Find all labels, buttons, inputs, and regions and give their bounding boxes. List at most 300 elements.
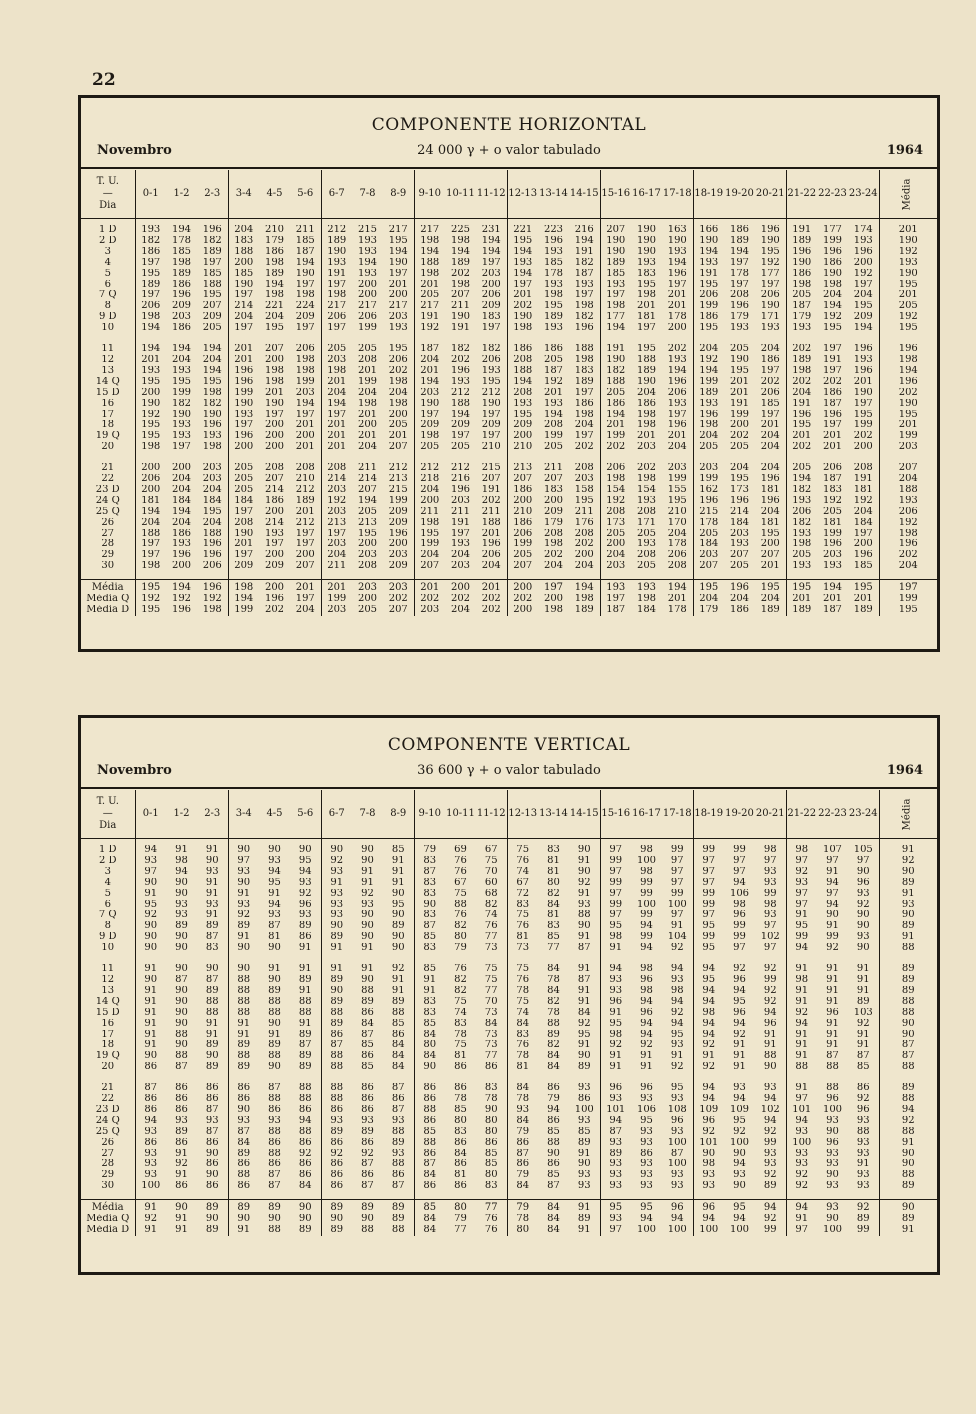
hourly-value: 87	[205, 1126, 219, 1137]
hourly-value: 196	[853, 550, 873, 561]
hourly-value: 186	[171, 528, 192, 539]
hourly-value: 206	[202, 561, 222, 572]
hourly-value: 86	[361, 1170, 374, 1181]
hourly-value: 182	[481, 344, 501, 355]
hourly-value: 95	[693, 921, 724, 932]
day-label: 26	[101, 517, 115, 528]
hourly-value: 200	[357, 290, 378, 301]
hourly-value: 91	[600, 1008, 631, 1019]
hourly-value: 78	[507, 1094, 538, 1105]
hourly-value: 196	[853, 246, 873, 257]
hour-column-header: 22-23	[817, 790, 848, 839]
hourly-value: 91	[298, 985, 312, 996]
hourly-value: 85	[414, 932, 445, 943]
hour-column-header: 17-18	[662, 170, 693, 219]
hourly-value: 210	[667, 506, 687, 517]
day-label: 11	[101, 964, 115, 975]
hourly-value: 196	[729, 301, 750, 312]
hourly-value: 200	[264, 420, 285, 431]
hourly-value: 209	[507, 420, 538, 431]
hourly-value: 186	[507, 344, 538, 355]
hourly-value: 95	[391, 899, 405, 910]
hourly-value: 215	[693, 507, 724, 518]
daily-mean: 203	[879, 442, 937, 453]
hourly-value: 90	[205, 1214, 219, 1225]
hourly-value: 191	[786, 225, 817, 236]
hourly-value: 91	[205, 888, 219, 899]
day-label: 11	[101, 344, 115, 355]
hourly-value: 91	[569, 1200, 600, 1214]
hourly-value: 189	[600, 258, 631, 269]
hourly-value: 213	[388, 474, 408, 485]
hourly-value: 88	[321, 1094, 352, 1105]
hourly-value: 79	[454, 1214, 467, 1225]
hourly-value: 77	[547, 943, 560, 954]
hourly-value: 89	[205, 1062, 219, 1073]
day-label: 12	[101, 974, 115, 985]
hourly-value: 86	[640, 1148, 653, 1159]
hourly-value: 193	[631, 580, 662, 594]
hourly-value: 198	[388, 398, 408, 409]
hourly-value: 97	[733, 866, 746, 877]
hourly-value: 207	[543, 474, 564, 485]
hourly-value: 206	[135, 301, 166, 312]
table-row	[81, 964, 937, 975]
hourly-value: 211	[295, 225, 315, 235]
hourly-value: 212	[450, 463, 471, 474]
hourly-value: 197	[388, 268, 408, 279]
hourly-value: 97	[733, 855, 746, 866]
hourly-value: 216	[450, 474, 471, 485]
hourly-value: 198	[264, 365, 285, 376]
hourly-value: 204	[171, 354, 192, 365]
daily-mean: 89	[879, 921, 937, 932]
daily-mean: 192	[879, 518, 937, 529]
hourly-value: 94	[826, 899, 839, 910]
day-label: 30	[101, 1181, 115, 1192]
hourly-value: 91	[640, 1051, 653, 1062]
table-row	[81, 561, 937, 572]
hourly-value: 195	[667, 495, 687, 506]
hourly-value: 91	[640, 1062, 653, 1073]
hourly-value: 86	[135, 1105, 166, 1116]
hourly-value: 208	[853, 463, 873, 474]
table-row	[81, 269, 937, 280]
hourly-value: 197	[295, 409, 315, 420]
hourly-value: 202	[786, 442, 817, 453]
hourly-value: 200	[264, 506, 285, 517]
hourly-value: 86	[228, 1159, 259, 1170]
hourly-value: 194	[202, 344, 222, 355]
hourly-value: 207	[693, 561, 724, 572]
hourly-value: 196	[202, 225, 222, 235]
hourly-value: 95	[733, 1115, 746, 1126]
hourly-value: 197	[853, 528, 873, 539]
hourly-value: 203	[693, 463, 724, 474]
hourly-value: 94	[175, 866, 188, 877]
daily-mean: 88	[879, 943, 937, 954]
hourly-value: 201	[414, 580, 445, 594]
hourly-value: 86	[205, 1181, 219, 1192]
hourly-value: 202	[667, 344, 687, 355]
hourly-value: 91	[175, 1148, 188, 1159]
hourly-value: 86	[175, 1104, 188, 1115]
hourly-value: 205	[729, 561, 750, 572]
hourly-value: 200	[357, 594, 378, 605]
daily-mean: 201	[879, 290, 937, 301]
hourly-value: 178	[693, 518, 724, 529]
hourly-value: 186	[574, 398, 594, 409]
hourly-value: 88	[298, 996, 312, 1007]
hour-column-header: 5-6	[290, 790, 321, 839]
table-row	[81, 1116, 937, 1127]
daily-mean: 89	[879, 878, 937, 889]
hourly-value: 192	[543, 376, 564, 387]
hourly-value: 93	[600, 1214, 631, 1225]
table-row	[81, 377, 937, 388]
hourly-value: 193	[574, 279, 594, 290]
hourly-value: 193	[357, 268, 378, 279]
hourly-value: 93	[600, 1170, 631, 1181]
hourly-value: 94	[786, 1019, 817, 1030]
hourly-value: 88	[268, 1148, 281, 1159]
hourly-value: 93	[135, 1159, 166, 1170]
hourly-value: 195	[693, 280, 724, 291]
hourly-value: 93	[175, 910, 188, 921]
daily-mean: 91	[879, 1138, 937, 1149]
hourly-value: 86	[454, 1159, 467, 1170]
hourly-value: 85	[856, 1062, 870, 1073]
table-row	[81, 280, 937, 291]
hourly-value: 171	[760, 312, 780, 323]
hourly-value: 91	[228, 889, 259, 900]
hourly-value: 88	[826, 1062, 839, 1073]
hourly-value: 194	[574, 235, 594, 246]
hourly-value: 205	[228, 485, 259, 496]
hourly-value: 100	[667, 1225, 687, 1235]
hourly-value: 200	[357, 420, 378, 431]
hourly-value: 195	[414, 529, 445, 540]
hourly-value: 186	[729, 605, 750, 615]
hourly-value: 187	[822, 474, 843, 485]
hourly-value: 91	[135, 997, 166, 1008]
hourly-value: 204	[202, 517, 222, 528]
hourly-value: 179	[264, 235, 285, 246]
hourly-value: 87	[856, 1051, 870, 1062]
hourly-value: 190	[693, 236, 724, 247]
table-row	[81, 355, 937, 366]
hourly-value: 190	[636, 235, 657, 246]
horizontal-component-panel	[78, 95, 940, 652]
hourly-value: 87	[361, 1159, 374, 1170]
hourly-value: 198	[295, 290, 315, 301]
hourly-value: 88	[205, 996, 219, 1007]
hourly-value: 201	[853, 376, 873, 387]
table-row	[81, 1094, 937, 1105]
hourly-value: 197	[228, 550, 259, 561]
hourly-value: 196	[202, 539, 222, 550]
hourly-value: 89	[321, 1019, 352, 1030]
hourly-value: 194	[817, 580, 848, 594]
hourly-value: 97	[600, 845, 631, 856]
table-row	[81, 997, 937, 1008]
daily-mean: 190	[879, 236, 937, 247]
hourly-value: 89	[298, 1062, 312, 1073]
hourly-value: 86	[205, 1094, 219, 1105]
hourly-value: 97	[600, 1225, 631, 1236]
hourly-value: 182	[135, 236, 166, 247]
hourly-value: 93	[640, 1181, 653, 1192]
hourly-value: 99	[693, 900, 724, 911]
hourly-value: 93	[733, 1083, 746, 1094]
table-row	[81, 878, 937, 889]
hourly-value: 200	[507, 580, 538, 594]
hourly-value: 193	[853, 354, 873, 365]
hourly-value: 201	[321, 580, 352, 594]
hourly-value: 183	[822, 484, 843, 495]
hourly-value: 193	[450, 376, 471, 387]
hourly-value: 89	[321, 932, 352, 943]
table-row	[81, 539, 937, 550]
hourly-value: 201	[228, 355, 259, 366]
hourly-value: 186	[171, 323, 192, 334]
hourly-value: 182	[574, 257, 594, 268]
hourly-value: 200	[357, 539, 378, 550]
hourly-value: 89	[577, 1214, 591, 1225]
hour-column-header: 20-21	[755, 790, 786, 839]
hourly-value: 90	[228, 1105, 259, 1116]
hourly-value: 78	[507, 1051, 538, 1062]
hourly-value: 155	[667, 484, 687, 495]
hourly-value: 204	[171, 484, 192, 495]
hourly-value: 94	[763, 1007, 777, 1018]
hourly-value: 90	[361, 845, 374, 855]
hourly-value: 91	[693, 1051, 724, 1062]
hour-column-header: 15-16	[600, 790, 631, 839]
hourly-value: 80	[484, 1170, 498, 1181]
hourly-value: 90	[826, 1170, 839, 1181]
hourly-value: 86	[361, 1137, 374, 1148]
hourly-value: 86	[268, 1137, 281, 1148]
hourly-value: 205	[414, 290, 445, 301]
hour-column-header: 14-15	[569, 790, 600, 839]
hourly-value: 93	[786, 1149, 817, 1160]
hourly-value: 86	[414, 1149, 445, 1160]
table-row	[81, 1127, 937, 1138]
hourly-value: 106	[636, 1104, 657, 1115]
hourly-value: 90	[298, 1214, 312, 1225]
hourly-value: 106	[729, 888, 750, 899]
hourly-value: 93	[763, 1083, 777, 1094]
hourly-value: 182	[450, 344, 471, 355]
hourly-value: 190	[388, 257, 408, 268]
hourly-value: 84	[547, 1051, 560, 1062]
hourly-value: 204	[357, 387, 378, 398]
hourly-value: 88	[268, 1126, 281, 1137]
hourly-value: 202	[822, 376, 843, 387]
day-label: Média Q	[86, 594, 130, 605]
hour-column-header: 2-3	[197, 170, 228, 219]
hourly-value: 209	[202, 312, 222, 323]
hourly-value: 198	[414, 269, 445, 280]
hourly-value: 202	[414, 594, 445, 605]
hourly-value: 83	[414, 878, 445, 889]
hourly-value: 212	[414, 463, 445, 474]
hourly-value: 96	[693, 1200, 724, 1214]
daily-mean: 196	[879, 377, 937, 388]
hourly-value: 193	[481, 365, 501, 376]
hourly-value: 86	[414, 1083, 445, 1094]
hourly-value: 75	[507, 845, 538, 856]
hourly-value: 78	[484, 1094, 498, 1105]
hourly-value: 201	[760, 561, 780, 572]
hourly-value: 193	[171, 420, 192, 431]
hourly-value: 89	[298, 921, 312, 932]
hourly-value: 79	[454, 943, 467, 954]
hourly-value: 81	[507, 932, 538, 943]
hourly-value: 190	[822, 268, 843, 279]
hourly-value: 196	[667, 420, 687, 431]
hourly-value: 197	[295, 539, 315, 550]
panel-divider	[81, 787, 937, 789]
hourly-value: 90	[175, 1018, 188, 1029]
hourly-value: 197	[760, 365, 780, 376]
hourly-value: 80	[507, 1225, 538, 1236]
hourly-value: 91	[391, 985, 405, 996]
hourly-value: 97	[826, 888, 839, 899]
hourly-value: 195	[853, 301, 873, 312]
hourly-value: 76	[454, 910, 467, 921]
hourly-value: 89	[298, 974, 312, 985]
hourly-value: 192	[171, 594, 192, 605]
hourly-value: 93	[856, 888, 870, 899]
hourly-value: 97	[856, 855, 870, 866]
hourly-value: 89	[175, 921, 188, 932]
hourly-value: 201	[135, 355, 166, 366]
hourly-value: 87	[361, 1181, 374, 1192]
hourly-value: 196	[171, 605, 192, 615]
hourly-value: 197	[202, 257, 222, 268]
hourly-value: 90	[268, 1062, 281, 1073]
hourly-value: 75	[454, 996, 467, 1007]
hourly-value: 205	[693, 442, 724, 453]
hourly-value: 213	[357, 517, 378, 528]
hourly-value: 193	[507, 399, 538, 410]
hourly-value: 178	[667, 312, 687, 323]
hourly-value: 188	[600, 377, 631, 388]
hourly-value: 89	[391, 921, 405, 932]
hourly-value: 95	[733, 996, 746, 1007]
hourly-value: 91	[670, 921, 684, 932]
hourly-value: 88	[361, 985, 374, 996]
day-label: 6	[104, 899, 111, 910]
hourly-value: 94	[135, 845, 166, 856]
hourly-value: 198	[507, 323, 538, 334]
hourly-value: 101	[786, 1105, 817, 1116]
hourly-value: 89	[321, 975, 352, 986]
hourly-value: 194	[569, 580, 600, 594]
hourly-value: 195	[135, 269, 166, 280]
day-label: 7 Q	[98, 910, 117, 921]
hourly-value: 90	[391, 910, 405, 921]
hourly-value: 99	[640, 888, 653, 899]
hourly-value: 200	[264, 431, 285, 442]
daily-mean: 201	[879, 225, 937, 236]
hourly-value: 196	[228, 431, 259, 442]
hourly-value: 91	[826, 985, 839, 996]
table-row	[81, 344, 937, 355]
table-row	[81, 550, 937, 561]
day-label: Média D	[86, 605, 130, 615]
hourly-value: 81	[454, 1051, 467, 1062]
hourly-value: 75	[454, 1040, 467, 1051]
hourly-value: 87	[205, 1104, 219, 1115]
hourly-value: 182	[786, 518, 817, 529]
hourly-value: 206	[507, 529, 538, 540]
hourly-value: 87	[361, 1029, 374, 1040]
hourly-value: 194	[693, 247, 724, 258]
hourly-value: 86	[391, 1094, 405, 1105]
hourly-value: 100	[636, 855, 657, 866]
hourly-value: 204	[822, 290, 843, 301]
hourly-value: 188	[450, 398, 471, 409]
hourly-value: 201	[822, 594, 843, 605]
hourly-value: 194	[662, 580, 693, 594]
hourly-value: 94	[670, 1018, 684, 1029]
hourly-value: 194	[693, 366, 724, 377]
hourly-value: 93	[817, 1200, 848, 1214]
hourly-value: 83	[414, 1008, 445, 1019]
hourly-value: 100	[693, 1225, 724, 1236]
hourly-value: 211	[450, 301, 471, 312]
hourly-value: 192	[414, 323, 445, 334]
hourly-value: 200	[264, 354, 285, 365]
table-row	[81, 921, 937, 932]
hourly-value: 100	[822, 1225, 843, 1235]
hourly-value: 91	[175, 1214, 188, 1225]
hourly-value: 86	[484, 1137, 498, 1148]
hourly-value: 74	[484, 910, 498, 921]
hourly-value: 193	[171, 539, 192, 550]
panel-subtitle: 24 000 γ + o valor tabulado	[417, 143, 601, 158]
hourly-value: 184	[228, 496, 259, 507]
hourly-value: 90	[826, 1126, 839, 1137]
hourly-value: 83	[547, 921, 560, 932]
hourly-value: 208	[264, 463, 285, 474]
hourly-value: 93	[856, 1148, 870, 1159]
hourly-value: 90	[826, 1214, 839, 1225]
hourly-value: 84	[414, 1225, 445, 1236]
hourly-value: 91	[135, 889, 166, 900]
hourly-value: 89	[391, 1137, 405, 1148]
hourly-value: 84	[547, 1062, 560, 1073]
hourly-value: 203	[321, 539, 352, 550]
hourly-value: 90	[205, 1170, 219, 1181]
hourly-value: 184	[636, 605, 657, 615]
hourly-value: 197	[228, 507, 259, 518]
hourly-value: 191	[853, 474, 873, 485]
hourly-value: 97	[763, 855, 777, 866]
hourly-value: 202	[388, 594, 408, 605]
daily-mean: 204	[879, 561, 937, 572]
hourly-value: 92	[856, 1094, 870, 1105]
hour-column-header: 19-20	[724, 170, 755, 219]
hourly-value: 91	[577, 888, 591, 899]
hourly-value: 209	[388, 517, 408, 528]
hourly-value: 195	[760, 528, 780, 539]
hourly-value: 187	[574, 268, 594, 279]
day-label: 15 D	[95, 387, 120, 398]
